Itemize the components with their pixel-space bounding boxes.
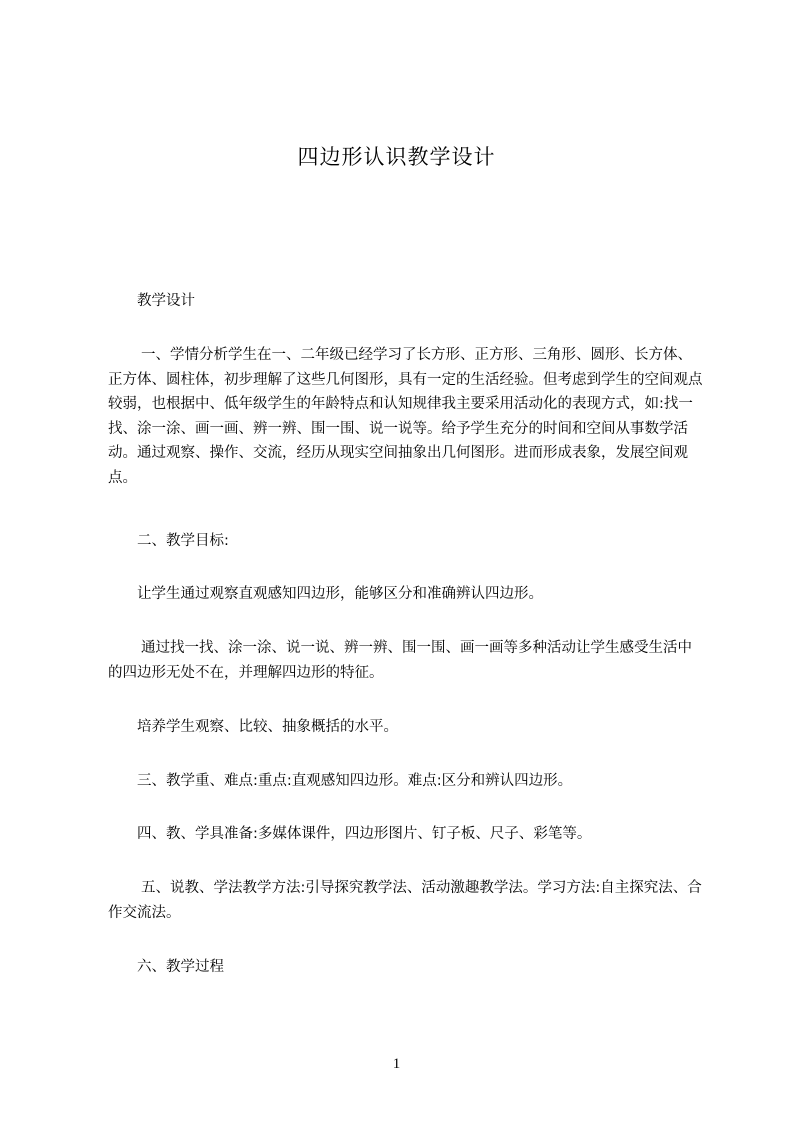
paragraph-key-points: 三、教学重、难点:重点:直观感知四边形。难点:区分和辨认四边形。 xyxy=(137,773,573,789)
paragraph-teaching-process: 六、教学过程 xyxy=(137,959,224,975)
page-number: 1 xyxy=(392,1056,401,1072)
paragraph-materials: 四、教、学具准备:多媒体课件，四边形图片、钉子板、尺子、彩笔等。 xyxy=(137,826,592,842)
paragraph-teaching-goals-heading: 二、教学目标: xyxy=(137,533,229,549)
document-title: 四边形认识教学设计 xyxy=(297,145,496,169)
paragraph-methods: 五、说教、学法教学方法:引导探究教学法、活动激趣教学法。学习方法:自主探究法、合作交流法。 xyxy=(108,880,702,921)
paragraph-goal-1: 让学生通过观察直观感知四边形，能够区分和准确辨认四边形。 xyxy=(137,586,543,602)
paragraph-goal-2: 通过找一找、涂一涂、说一说、辨一辨、围一围、画一画等多种活动让学生感受生活中的四边形无处不在，并理解四边形的特征。 xyxy=(108,640,692,681)
paragraph-teaching-design: 教学设计 xyxy=(137,293,195,309)
paragraph-goal-3: 培养学生观察、比较、抽象概括的水平。 xyxy=(137,719,398,735)
paragraph-learner-analysis: 一、学情分析学生在一、二年级已经学习了长方形、正方形、三角形、圆形、长方体、正方体、圆柱体，初步理解了这些几何图形，具有一定的生活经验。但考虑到学生的空间观点较弱，也根据中、低年级学生的年龄特点和认知规律我主要采用活动化的表现方式，如:找一找、涂一涂、画一画、辨一辨、围一围、说一说等。给予学生充分的时间和空间从事数学活动。通过观察、操作、交流，经历从现实空间抽象出几何图形。进而形成表象，发展空间观点。 xyxy=(108,347,703,486)
